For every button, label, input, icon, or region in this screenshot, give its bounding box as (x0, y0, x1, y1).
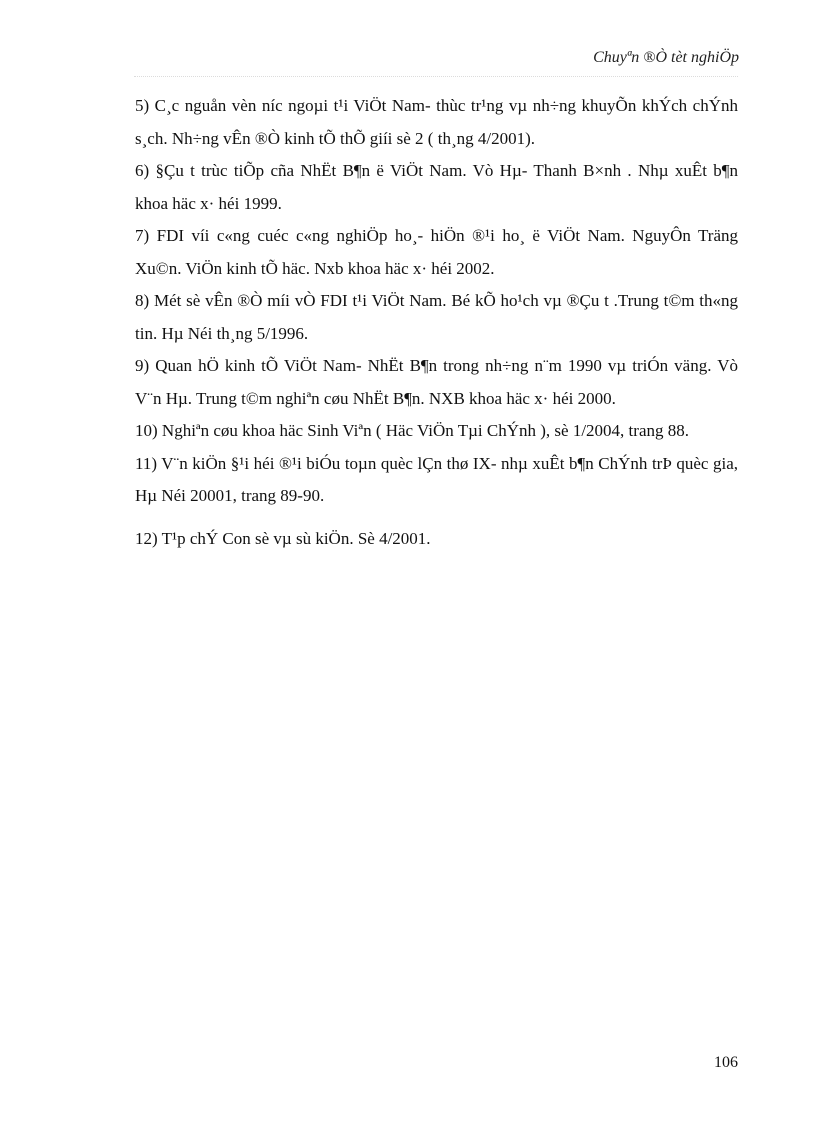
reference-list (135, 90, 738, 555)
reference-item-6: 6) §Çu t trùc tiÕp cña NhËt B¶n ë ViÖt Nam. Vò Hµ- Thanh B×nh . Nhµ xuÊt b¶n khoa häc x· héi 1999. (135, 161, 738, 213)
reference-item-7: 7) FDI víi c«ng cuéc c«ng nghiÖp ho¸- hiÖn ®¹i ho¸ ë ViÖt Nam. NguyÔn Träng Xu©n. ViÖn kinh tÕ häc. Nxb khoa häc x· héi 2002. (135, 226, 738, 278)
reference-item-5: 5) C¸c nguån vèn níc ngoµi t¹i ViÖt Nam- thùc tr¹ng vµ nh÷ng khuyÕn khÝch chÝnh s¸ch. Nh÷ng vÊn ®Ò kinh tÕ thÕ giíi sè 2 ( th¸ng 4/2001). (135, 96, 738, 148)
running-header: Chuyªn ®Ò tèt nghiÖp (593, 49, 739, 66)
reference-item-9: 9) Quan hÖ kinh tÕ ViÖt Nam- NhËt B¶n trong nh÷ng n¨m 1990 vµ triÓn väng. Vò V¨n Hµ. Trung t©m nghiªn cøu NhËt B¶n. NXB khoa häc x· héi 2000. (135, 356, 738, 408)
reference-item-11: 11) V¨n kiÖn §¹i héi ®¹i biÓu toµn quèc lÇn thø IX- nhµ xuÊt b¶n ChÝnh trÞ quèc gia, Hµ Néi 20001, trang 89-90. (135, 453, 738, 505)
header-divider (134, 76, 738, 77)
reference-item-8: 8) Mét sè vÊn ®Ò míi vÒ FDI t¹i ViÖt Nam. Bé kÕ ho¹ch vµ ®Çu t .Trung t©m th«ng tin. Hµ Néi th¸ng 5/1996. (135, 291, 738, 343)
reference-item-10: 10) Nghiªn cøu khoa häc Sinh Viªn ( Häc ViÖn Tµi ChÝnh ), sè 1/2004, trang 88. (135, 421, 689, 440)
page-number: 106 (714, 1054, 738, 1071)
reference-item-12: 12) T¹p chÝ Con sè vµ sù kiÖn. Sè 4/2001. (135, 528, 431, 548)
